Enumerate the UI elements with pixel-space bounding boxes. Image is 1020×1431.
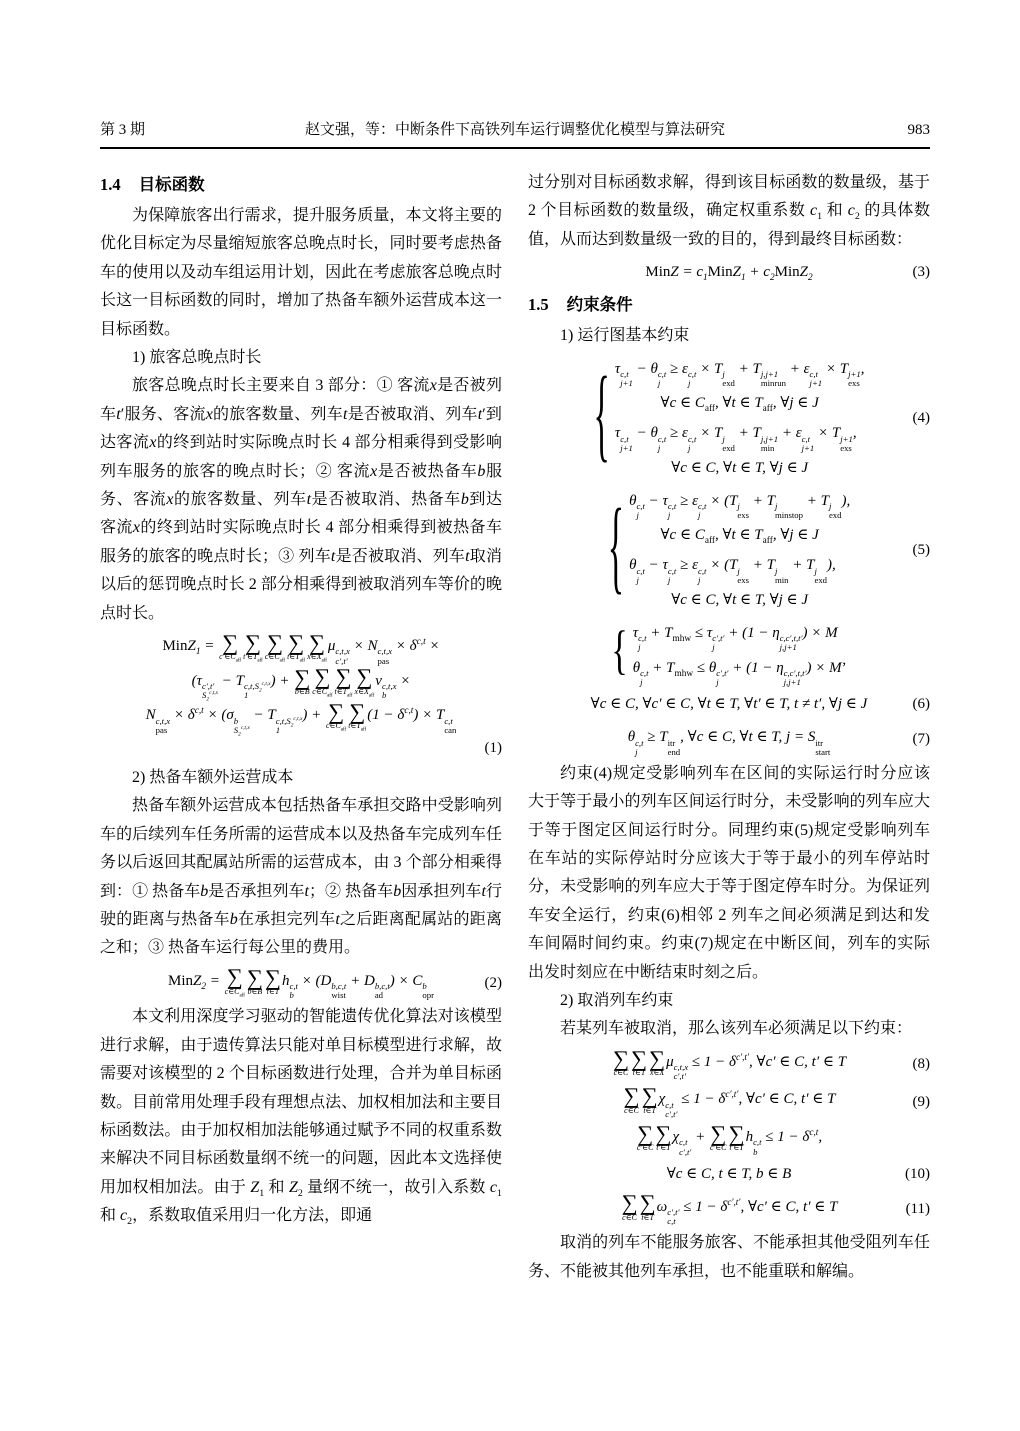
section-number: 1.4: [100, 175, 121, 194]
paragraph: 过分别对目标函数求解，得到该目标函数的数量级，基于 2 个目标函数的数量级，确定权重系数 $c_1$ 和 $c_2$ 的具体数值，从而达到数量级一致的目的，得到最终目标函数：: [528, 174, 930, 248]
equation-11: [528, 1192, 930, 1227]
equation-line: ∑ c∈C ∑ t∈T χ c,t c′,t′ ≤ $1 - \delta^{c',t'}$, ∀c′ ∈ C, t′ ∈ T: [623, 1083, 836, 1119]
list-item: 2) 热备车额外运营成本: [132, 768, 294, 786]
equation-quantifiers: ∀c ∈ C, t ∈ T, b ∈ B: [666, 1165, 792, 1182]
header-rule: [100, 147, 930, 149]
left-brace: {: [607, 490, 625, 606]
equation-line: ∑ c∈C ∑ t∈T ∑ x∈X μ c,t,x c′,t′ ≤ $1 - \delta^{c',t'}$, ∀c′ ∈ C, t′ ∈ T: [612, 1045, 847, 1082]
equation-number: (4): [912, 410, 930, 427]
equation-number: (10): [905, 1165, 930, 1182]
equation-line: MinZ$_2$ = ∑ $c\in C_{aff}$ ∑ b∈B ∑ t∈T h c,t b × (D b,c,t wist + D b,c,t ad ) × C b opr: [168, 964, 434, 1001]
section-number: 1.5: [528, 295, 549, 315]
list-item: 1) 旅客总晚点时长: [132, 349, 262, 367]
left-brace: {: [611, 621, 628, 682]
equation-number: (11): [905, 1200, 930, 1217]
page-header: [100, 118, 930, 139]
section-title: 约束条件: [566, 295, 633, 315]
equation-number: (2): [484, 974, 502, 991]
left-column: [100, 169, 502, 1286]
left-brace: {: [593, 358, 610, 474]
equation-10: [528, 1122, 930, 1189]
section-heading-1-4: [100, 170, 502, 200]
equation-line: ∑ c′∈C ∑ t′∈T χ c,t c′,t′ + ∑ c′∈C ∑ t′∈T h c,t b ≤ $1 - \delta^{c,t}$,: [636, 1120, 823, 1157]
equation-line: θ c,t j − τ c,t j ≥ ε c,t j × (T j exs + T j minstop + T j exd ),: [629, 492, 851, 521]
equation-number: (6): [912, 695, 930, 712]
equation-line: ∀c ∈ C, ∀t ∈ T, ∀j ∈ J: [671, 592, 809, 608]
equation-line: ∀c ∈ $C_{aff}$, ∀t ∈ $T_{aff}$, ∀j ∈ J: [660, 395, 819, 415]
paragraph: 热备车额外运营成本包括热备车承担交路中受影响列车的后续列车任务所需的运营成本以及热备车完成列车任务以后返回其配属站所需的运营成本，由 3 个部分相乘得到：① 热备车b是否承担列车t；② 热备车b因承担列车t行驶的距离与热备车b在承担完列车t之后距离配属站的距离之和；③ 热备车运行每公里的费用。: [100, 797, 502, 957]
section-title: 目标函数: [138, 175, 205, 194]
list-item: 2) 取消列车约束: [560, 992, 674, 1010]
equation-number: (3): [912, 264, 930, 281]
equation-number: (8): [912, 1055, 930, 1072]
equation-7: [528, 722, 930, 757]
list-item: 1) 运行图基本约束: [560, 327, 690, 345]
section-heading-1-5: [528, 290, 930, 320]
equation-number: (9): [912, 1093, 930, 1110]
equation-line: MinZ$_1$ = ∑ $c'\in C_{aff}$ ∑ $t'\in T_{aff}$ ∑ $c\in C_{aff}$ ∑ $t\in T_{aff}$ ∑ $x\in X_{aff}$ μ c,t,x c′,t′ × N c,t,x pas × $\delta^{c,t}$ ×: [162, 629, 440, 666]
equation-5: [528, 486, 930, 615]
equation-line: ∑ c∈C ∑ t∈T ω c′,t′ c,t ≤ $1 - \delta^{c',t'}$, ∀c′ ∈ C, t′ ∈ T: [621, 1190, 838, 1227]
paragraph: 取消的列车不能服务旅客、不能承担其他受阻列车任务、不能被其他列车承担，也不能重联和解编。: [528, 1234, 930, 1280]
equation-number: (5): [912, 542, 930, 559]
paragraph: 旅客总晚点时长主要来自 3 部分：① 客流x是否被列车t′服务、客流x的旅客数量、列车t是否被取消、列车t′到达客流x的终到站时实际晚点时长 4 部分相乘得到受影响列车服务的旅客的晚点时长；② 客流x是否被热备车b服务、客流x的旅客数量、列车t是否被取消、热备车b到达客流x的终到站时实际晚点时长 4 部分相乘得到被热备车服务的旅客的晚点时长；③ 列车t是否被取消、列车t取消以后的惩罚晚点时长 2 部分相乘得到被取消列车等价的晚点时长。: [100, 377, 502, 622]
equation-6: [528, 618, 930, 719]
journal-issue: 第 3 期: [100, 122, 146, 138]
equation-8: [528, 1047, 930, 1082]
right-column: [528, 169, 930, 1286]
paragraph: 若某列车被取消，那么该列车必须满足以下约束：: [560, 1020, 913, 1038]
equation-line: MinZ = $c_1MinZ_1$ + $c_2MinZ_2$: [645, 264, 813, 284]
paragraph: 约束(4)规定受影响列车在区间的实际运行时分应该大于等于最小的列车区间运行时分，未受影响的列车应大于等于图定区间运行时分。同理约束(5)规定受影响列车在车站的实际停站时分应该大于等于最小的列车停站时分，未受影响的列车应大于等于图定停车时分。为保证列车安全运行，约束(6)相邻 2 列车之间必须满足到达和发车间隔时间约束。约束(7)规定在中断区间，列车的实际出发时刻应在中断结束时刻之后。: [528, 764, 930, 981]
equation-number: (7): [912, 731, 930, 748]
equation-line: ∀c ∈ $C_{aff}$, ∀t ∈ $T_{aff}$, ∀j ∈ J: [660, 527, 819, 547]
equation-line: τ c,t j + $T_{mhw} \le \tau$ c′,t′ j + (1 − η c,c′,t,t′ j,j+1 ) × M: [632, 625, 838, 653]
equation-line: θ c,t j − τ c,t j ≥ ε c,t j × (T j exs + T j min + T j exd ),: [629, 557, 836, 585]
equation-line: τ c,t j+1 − θ c,t j ≥ ε c,t j × T j exd + T j,j+1 min + ε c,t j+1 × T j+1 exs ,: [614, 425, 857, 453]
equation-3: [528, 257, 930, 287]
equation-line: θ c,t j ≥ T itr end , ∀c ∈ C, ∀t ∈ T, j = S itr start: [627, 729, 831, 757]
running-title: 赵文强，等：中断条件下高铁列车运行调整优化模型与算法研究: [304, 122, 725, 138]
equation-line: τ c,t j+1 − θ c,t j ≥ ε c,t j × T j exd + T j,j+1 minrun + ε c,t j+1 × T j+1 exs ,: [614, 360, 865, 389]
two-column-body: [100, 169, 930, 1286]
page-number: 983: [907, 122, 930, 138]
equation-number: (1): [484, 739, 502, 756]
equation-9: [528, 1084, 930, 1119]
paragraph: 本文利用深度学习驱动的智能遗传优化算法对该模型进行求解，由于遗传算法只能对单目标模型进行求解，故需要对该模型的 2 个目标函数进行处理，合并为单目标函数。目前常用处理手段有理想点法、加权相加法和主要目标函数法。由于加权相加法能够通过赋予不同的权重系数来解决不同目标函数量纲不统一的问题，因此本文选择使用加权相加法。由于 $Z_1$ 和 $Z_2$ 量纲不统一，故引入系数 $c_1$ 和 $c_2$，系数取值采用归一化方法，即通: [100, 1008, 502, 1228]
paragraph: 为保障旅客出行需求，提升服务质量，本文将主要的优化目标定为尽量缩短旅客总晚点时长，同时要考虑热备车的使用以及动车组运用计划，因此在考虑旅客总晚点时长这一目标函数的同时，增加了热备车额外运营成本这一目标函数。: [100, 207, 502, 338]
equation-line: θ c,t j + $T_{mhw} \le \theta$ c′,t′ j + (1 − η c,c′,t,t′ j,j+1 ) × M’: [632, 659, 847, 688]
equation-4: [528, 354, 930, 483]
equation-line: (τ c′,t′ $S_2^{c,t,x}$ − T $c,t,S_2^{c,t,x}$ 1 ) + ∑ b∈B ∑ $c\in C_{aff}$ ∑ $t\in T_{aff}$ ∑ $x\in X_{aff}$ v c,t,x b ×: [191, 664, 411, 703]
equation-2: [100, 966, 502, 1001]
equation-line: ∀c ∈ C, ∀t ∈ T, ∀j ∈ J: [671, 459, 809, 476]
equation-line: N c,t,x pas × $\delta^{c,t} \times (\sigma$ b $S_2^{c,t,x}$ − T $c,t,S_2^{c,t,x}$ 1 ) + ∑ $c\in C_{aff}$ ∑ $t\in T_{aff}$ $(1 - \delta^{c,t}) \times T$ c,t can: [145, 698, 457, 738]
equation-quantifiers: ∀c ∈ C, ∀c′ ∈ C, ∀t ∈ T, ∀t′ ∈ T, t ≠ t′, ∀j ∈ J: [590, 696, 868, 713]
equation-1: [100, 631, 502, 761]
